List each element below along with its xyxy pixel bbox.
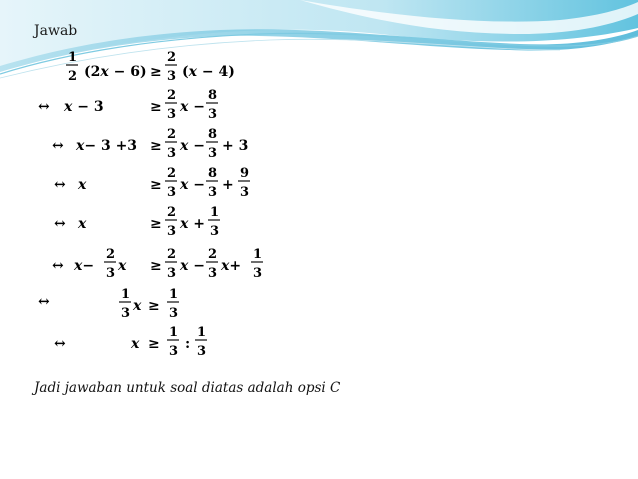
step-1 bbox=[66, 50, 235, 84]
fraction-1-2 bbox=[66, 50, 78, 84]
svg-text:x −: x − bbox=[180, 99, 205, 115]
svg-text:x: x bbox=[78, 216, 87, 232]
svg-text:3: 3 bbox=[253, 266, 263, 281]
svg-text:x −: x − bbox=[180, 258, 205, 274]
step-2 bbox=[38, 88, 218, 122]
svg-text:8: 8 bbox=[208, 88, 218, 103]
svg-text:x: x bbox=[131, 336, 140, 352]
step-3 bbox=[52, 127, 248, 161]
svg-text:x − 3: x − 3 bbox=[64, 99, 104, 115]
svg-text:≥: ≥ bbox=[150, 258, 162, 274]
step-4 bbox=[54, 166, 250, 200]
svg-text:9: 9 bbox=[240, 166, 250, 181]
svg-text:1: 1 bbox=[169, 325, 179, 340]
svg-text:≥: ≥ bbox=[150, 138, 162, 154]
svg-text:3: 3 bbox=[167, 224, 177, 239]
svg-text:x−: x− bbox=[74, 258, 95, 274]
svg-text:↔: ↔ bbox=[38, 99, 50, 115]
svg-text:↔: ↔ bbox=[54, 216, 66, 232]
svg-text:3: 3 bbox=[208, 146, 218, 161]
svg-text:(x − 4): (x − 4) bbox=[182, 64, 235, 80]
svg-text:x+: x+ bbox=[221, 258, 242, 274]
svg-text:↔: ↔ bbox=[54, 336, 66, 352]
svg-text:3: 3 bbox=[167, 69, 177, 84]
svg-text:3: 3 bbox=[169, 344, 179, 359]
svg-text:x− 3 +3: x− 3 +3 bbox=[76, 138, 138, 154]
step-7 bbox=[38, 287, 179, 321]
svg-text:+ 3: + 3 bbox=[222, 138, 249, 154]
svg-text:1: 1 bbox=[197, 325, 207, 340]
svg-text:1: 1 bbox=[253, 247, 263, 262]
svg-text:x: x bbox=[118, 258, 127, 274]
fraction-2-3 bbox=[165, 50, 177, 84]
svg-text:≥: ≥ bbox=[150, 216, 162, 232]
conclusion-text: Jadi jawaban untuk soal diatas adalah opsi C bbox=[34, 380, 341, 396]
svg-text:x: x bbox=[78, 177, 87, 193]
svg-text:2: 2 bbox=[167, 205, 177, 220]
svg-text:↔: ↔ bbox=[54, 177, 66, 193]
svg-text:2: 2 bbox=[167, 247, 177, 262]
svg-text:≥: ≥ bbox=[150, 177, 162, 193]
svg-text:2: 2 bbox=[167, 88, 177, 103]
svg-text:8: 8 bbox=[208, 166, 218, 181]
svg-text:3: 3 bbox=[197, 344, 207, 359]
heading-jawab: Jawab bbox=[34, 23, 78, 39]
svg-text:3: 3 bbox=[167, 185, 177, 200]
svg-text:≥: ≥ bbox=[150, 99, 162, 115]
step-6 bbox=[52, 247, 263, 281]
svg-text:x −: x − bbox=[180, 177, 205, 193]
svg-text:3: 3 bbox=[121, 306, 131, 321]
svg-text:3: 3 bbox=[210, 224, 220, 239]
svg-text:x +: x + bbox=[180, 216, 205, 232]
svg-text:↔: ↔ bbox=[52, 138, 64, 154]
step-8 bbox=[54, 325, 207, 359]
svg-text:3: 3 bbox=[208, 266, 218, 281]
svg-text:3: 3 bbox=[240, 185, 250, 200]
svg-text:3: 3 bbox=[208, 107, 218, 122]
svg-text::: : bbox=[185, 336, 191, 352]
svg-text:8: 8 bbox=[208, 127, 218, 142]
svg-text:3: 3 bbox=[208, 185, 218, 200]
svg-text:2: 2 bbox=[167, 127, 177, 142]
svg-text:1: 1 bbox=[121, 287, 131, 302]
svg-text:(2x − 6): (2x − 6) bbox=[84, 64, 147, 80]
svg-text:1: 1 bbox=[169, 287, 179, 302]
svg-text:x −: x − bbox=[180, 138, 205, 154]
svg-text:1: 1 bbox=[68, 50, 78, 65]
svg-text:1: 1 bbox=[210, 205, 220, 220]
svg-text:2: 2 bbox=[68, 69, 78, 84]
svg-text:↔: ↔ bbox=[52, 258, 64, 274]
svg-text:≥: ≥ bbox=[148, 298, 160, 314]
svg-text:3: 3 bbox=[106, 266, 116, 281]
svg-text:2: 2 bbox=[167, 50, 177, 65]
svg-text:≥: ≥ bbox=[150, 64, 162, 80]
svg-text:3: 3 bbox=[167, 107, 177, 122]
svg-text:x: x bbox=[133, 298, 142, 314]
svg-text:≥: ≥ bbox=[148, 336, 160, 352]
step-5 bbox=[54, 205, 220, 239]
svg-text:+: + bbox=[222, 177, 234, 193]
svg-text:2: 2 bbox=[208, 247, 218, 262]
svg-text:3: 3 bbox=[167, 266, 177, 281]
svg-text:↔: ↔ bbox=[38, 294, 50, 310]
svg-text:3: 3 bbox=[167, 146, 177, 161]
svg-text:2: 2 bbox=[106, 247, 116, 262]
svg-text:3: 3 bbox=[169, 306, 179, 321]
svg-text:2: 2 bbox=[167, 166, 177, 181]
